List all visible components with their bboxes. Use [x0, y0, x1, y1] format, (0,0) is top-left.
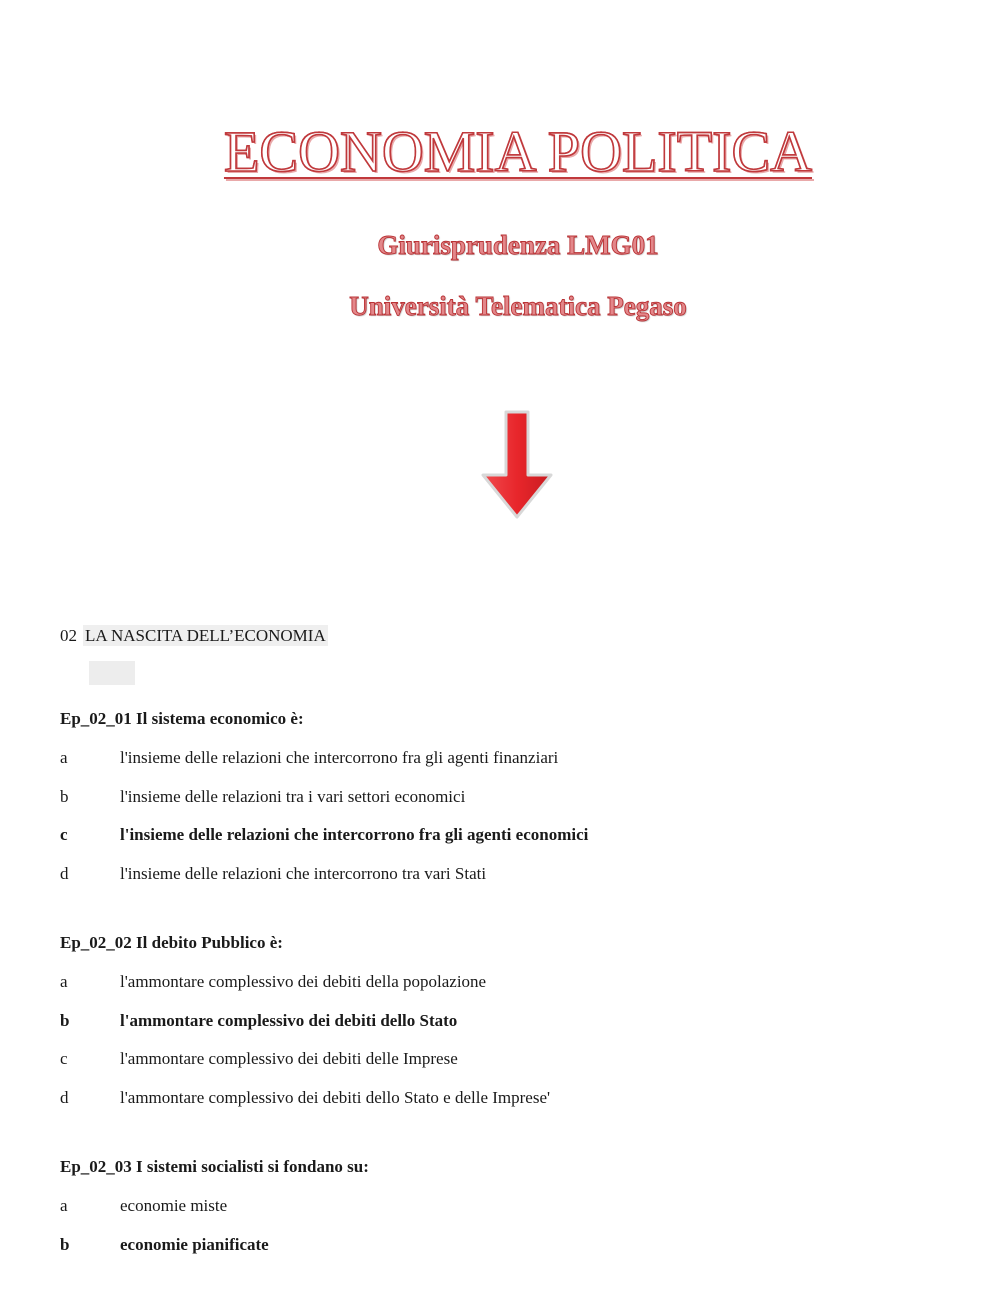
option-letter: b — [60, 1010, 70, 1030]
option-letter: d — [60, 1087, 69, 1107]
answer-option — [60, 971, 960, 1010]
option-letter: a — [60, 748, 68, 767]
option-letter: c — [60, 825, 68, 844]
option-letter: a — [60, 972, 68, 991]
option-letter: c — [60, 1049, 68, 1068]
question-block — [60, 1156, 960, 1272]
question-block — [60, 932, 960, 1125]
answer-option — [60, 1048, 960, 1087]
option-letter: d — [60, 863, 69, 883]
document-title: ECONOMIA POLITICA — [223, 119, 813, 184]
course-name: Giurisprudenza LMG01 — [377, 230, 659, 260]
option-letter: b — [60, 1234, 70, 1254]
option-text: l'ammontare complessivo dei debiti dello Stato e delle Imprese' — [120, 1087, 551, 1107]
answer-option — [60, 1087, 960, 1126]
answer-option — [60, 747, 960, 786]
university-name: Università Telematica Pegaso — [349, 291, 687, 321]
section-heading — [60, 626, 328, 646]
option-text: l'insieme delle relazioni tra i vari settori economici — [120, 786, 466, 806]
option-text: l'insieme delle relazioni che intercorrono fra gli agenti finanziari — [120, 748, 559, 767]
question-title: Ep_02_03 I sistemi socialisti si fondano su: — [60, 1157, 369, 1176]
option-text: l'ammontare complessivo dei debiti della popolazione — [120, 972, 487, 991]
option-letter: a — [60, 1196, 68, 1215]
option-text: l'ammontare complessivo dei debiti dello Stato — [120, 1010, 458, 1030]
answer-option-correct — [60, 824, 960, 863]
question-block — [60, 708, 960, 901]
answer-option — [60, 786, 960, 825]
option-text: economie miste — [120, 1196, 228, 1215]
highlight-box — [89, 661, 135, 685]
answer-option-correct — [60, 1010, 960, 1049]
option-letter: b — [60, 786, 69, 806]
answer-option — [60, 1195, 960, 1234]
section-title: LA NASCITA DELL’ECONOMIA — [85, 626, 326, 645]
option-text: l'ammontare complessivo dei debiti delle Imprese — [120, 1049, 458, 1068]
option-text: l'insieme delle relazioni che intercorrono fra gli agenti economici — [120, 825, 589, 844]
option-text: economie pianificate — [120, 1234, 269, 1254]
section-number: 02 — [60, 626, 77, 645]
option-text: l'insieme delle relazioni che intercorrono tra vari Stati — [120, 863, 487, 883]
arrow-down-icon — [480, 409, 554, 521]
answer-option — [60, 863, 960, 902]
question-title: Ep_02_01 Il sistema economico è: — [60, 709, 304, 728]
answer-option-correct — [60, 1234, 960, 1273]
question-title: Ep_02_02 Il debito Pubblico è: — [60, 933, 283, 952]
